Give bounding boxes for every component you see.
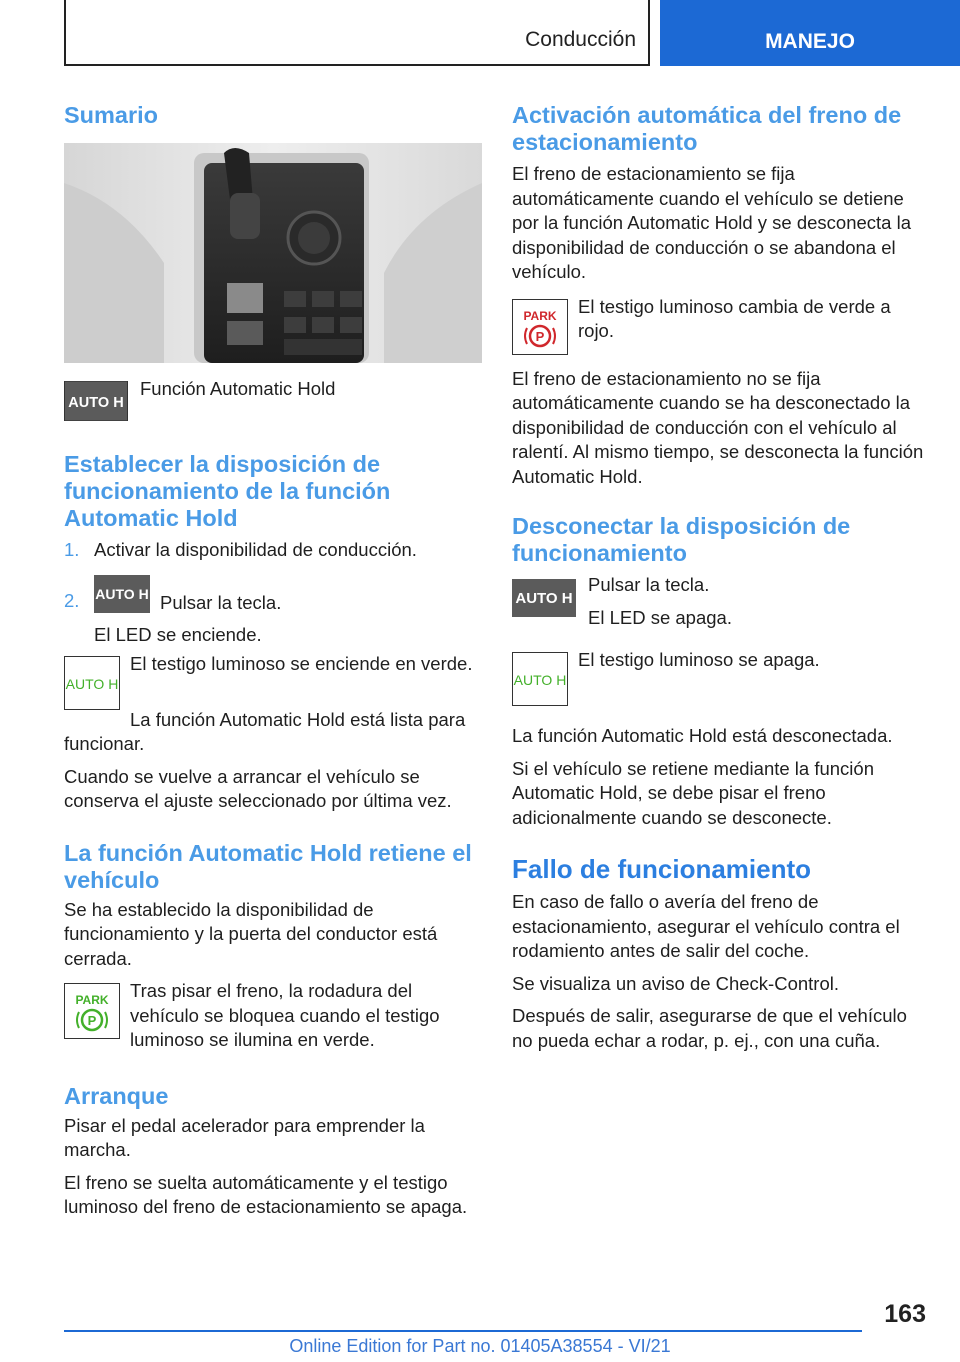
auto-h-indicator-green-icon bbox=[64, 656, 120, 710]
indicator-on-row bbox=[64, 652, 482, 710]
auto-h-button-text: AUTO H bbox=[515, 590, 573, 607]
auto-h-button-icon bbox=[512, 579, 576, 617]
auto-h-indicator-text: AUTO H bbox=[65, 675, 119, 692]
led-on-text: El LED se enciende. bbox=[94, 624, 262, 645]
start-text-1: Pisar el pedal acelerador para emprender la marcha. bbox=[64, 1114, 425, 1160]
park-red-row bbox=[512, 295, 930, 355]
disconnected-text: La función Automatic Hold está desconectada. bbox=[512, 725, 893, 746]
auto-h-button-text: AUTO H bbox=[95, 585, 149, 602]
step-2 bbox=[64, 575, 482, 616]
footer-rule bbox=[64, 1330, 862, 1332]
disconnect-heading: Desconectar la disposición de funcionamiento bbox=[512, 513, 851, 566]
step-number: 2. bbox=[64, 589, 80, 611]
holds-text: Se ha establecido la disponibilidad de funcionamiento y la puerta del conductor está cerrada. bbox=[64, 898, 438, 969]
fault-text-3: Después de salir, asegurarse de que el vehículo no pueda echar a rodar, p. ej., con una cuña. bbox=[512, 1005, 907, 1051]
press-key-text: Pulsar la tecla. bbox=[588, 574, 710, 595]
ready-text: La función Automatic Hold está lista para funcionar. bbox=[64, 708, 466, 754]
right-column bbox=[512, 100, 930, 1053]
park-symbol: P bbox=[87, 1013, 97, 1028]
retained-text: Si el vehículo se retiene mediante la función Automatic Hold, se debe pisar el freno adicionalmente cuando se desconecte. bbox=[512, 757, 874, 828]
auto-h-function-row bbox=[64, 378, 482, 421]
auto-h-function-label: Función Automatic Hold bbox=[140, 378, 336, 399]
center-console-illustration bbox=[64, 143, 482, 363]
holds-heading: La función Automatic Hold retiene el vehículo bbox=[64, 839, 472, 893]
park-text: PARK bbox=[75, 993, 109, 1007]
fault-text-1: En caso de fallo o avería del freno de estacionamiento, asegurar el vehículo contra el rodamiento antes de salir del coche. bbox=[512, 891, 900, 961]
park-text: PARK bbox=[523, 308, 557, 323]
auto-h-button-icon bbox=[64, 381, 128, 421]
park-green-row bbox=[64, 980, 482, 1053]
park-symbol: P bbox=[535, 328, 545, 344]
summary-heading: Sumario bbox=[64, 102, 159, 128]
restart-text: Cuando se vuelve a arrancar el vehículo se conserva el ajuste seleccionado por última vez. bbox=[64, 765, 452, 811]
park-green-text: Tras pisar el freno, la rodadura del vehículo se bloquea cuando el testigo luminoso se ilumina en verde. bbox=[130, 980, 440, 1050]
step-text: Pulsar la tecla. bbox=[160, 591, 282, 613]
auto-brake-text: El freno de estacionamiento se fija automáticamente cuando el vehículo se detiene por la función Automatic Hold y se desconecta la disponibilidad de conducción o se abandona el vehículo. bbox=[512, 163, 912, 282]
start-heading: Arranque bbox=[64, 1082, 169, 1109]
indicator-on-text: El testigo luminoso se enciende en verde. bbox=[130, 652, 473, 674]
step-number: 1. bbox=[64, 539, 80, 560]
auto-brake-heading: Activación automática del freno de estacionamiento bbox=[512, 102, 902, 155]
footer-edition: Online Edition for Part no. 01405A38554 - VI/21 bbox=[289, 1336, 671, 1356]
step-text: Activar la disponibilidad de conducción. bbox=[94, 539, 417, 560]
header-section-title: Conducción bbox=[525, 28, 636, 51]
led-off-text: El LED se apaga. bbox=[588, 606, 732, 628]
page-header bbox=[64, 0, 960, 66]
establish-heading: Establecer la disposición de funcionamiento de la función Automatic Hold bbox=[64, 451, 391, 531]
fault-text-2: Se visualiza un aviso de Check-Control. bbox=[512, 972, 839, 994]
park-brake-green-icon bbox=[64, 983, 120, 1039]
page-number: 163 bbox=[884, 1300, 926, 1328]
park-red-text: El testigo luminoso cambia de verde a rojo. bbox=[578, 295, 891, 341]
park-brake-red-icon bbox=[512, 299, 568, 355]
step-1 bbox=[64, 538, 482, 563]
indicator-off-row bbox=[512, 649, 930, 706]
indicator-off-text: El testigo luminoso se apaga. bbox=[578, 649, 820, 670]
header-chapter-tab: MANEJO bbox=[660, 0, 960, 66]
auto-h-button-icon bbox=[94, 575, 150, 613]
auto-h-indicator-text: AUTO H bbox=[513, 672, 567, 688]
start-text-2: El freno se suelta automáticamente y el testigo luminoso del freno de estacionamiento se apaga. bbox=[64, 1171, 468, 1217]
press-key-row bbox=[512, 574, 930, 630]
idle-text: El freno de estacionamiento no se fija automáticamente cuando se ha desconectado la disponibilidad de conducción con el vehículo al ralentí. Al mismo tiempo, se desconecta la función Automatic Hold. bbox=[512, 367, 924, 487]
center-console-photo bbox=[64, 143, 482, 363]
fault-heading: Fallo de funcionamiento bbox=[512, 854, 812, 884]
auto-h-indicator-green-icon bbox=[512, 652, 568, 706]
auto-h-button-text: AUTO H bbox=[68, 394, 124, 411]
left-column bbox=[64, 100, 482, 1220]
